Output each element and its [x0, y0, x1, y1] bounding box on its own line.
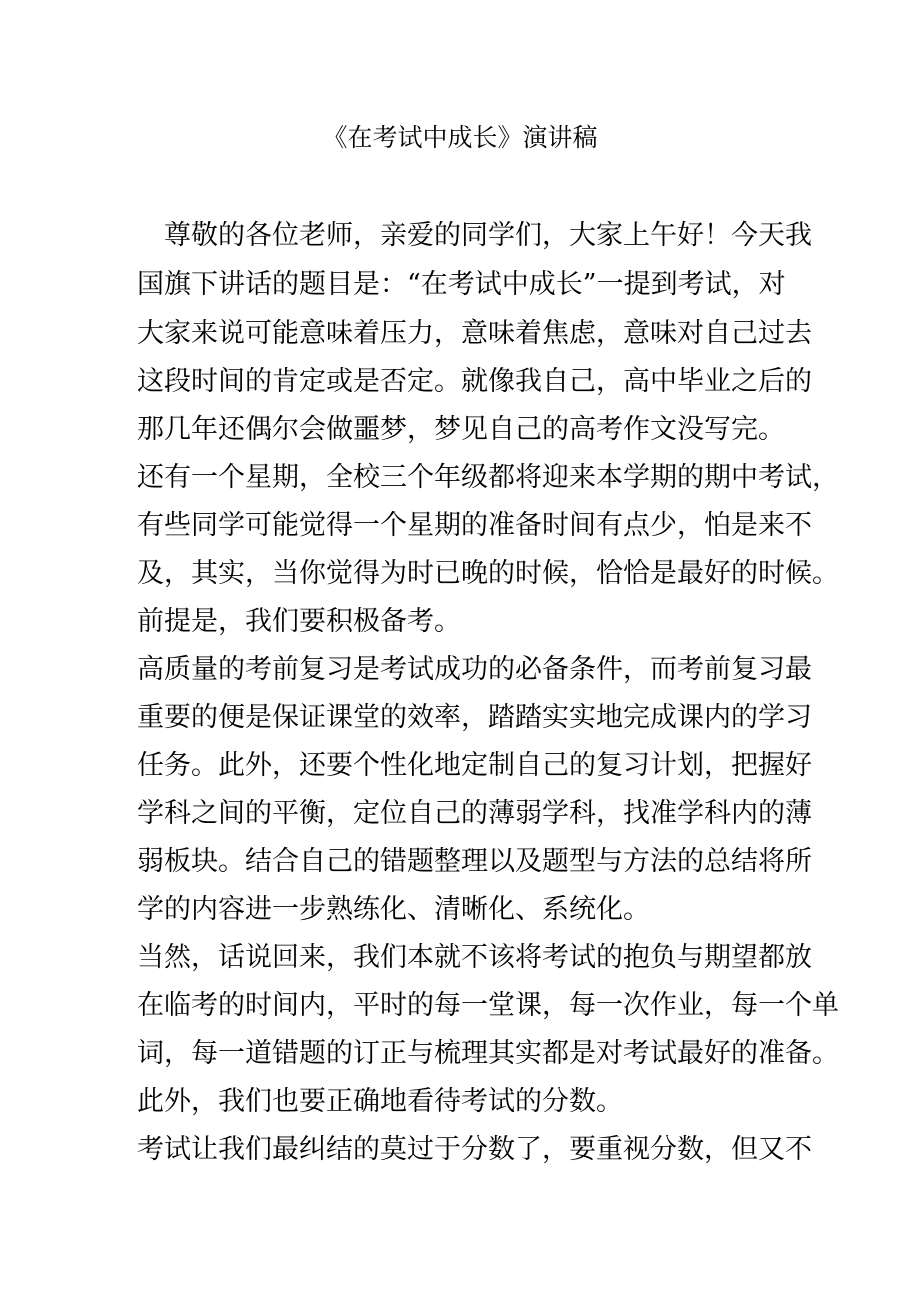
text-line: 考试让我们最纠结的莫过于分数了，要重视分数，但又不 [137, 1134, 812, 1165]
text-line: 任务。此外，还要个性化地定制自己的复习计划，把握好 [137, 750, 812, 781]
text-line: 此外，我们也要正确地看待考试的分数。 [137, 1086, 623, 1117]
text-line: 弱板块。结合自己的错题整理以及题型与方法的总结将所 [137, 846, 812, 877]
text-line: 词，每一道错题的订正与梳理其实都是对考试最好的准备。 [137, 1038, 839, 1069]
text-line: 学的内容进一步熟练化、清晰化、系统化。 [137, 894, 650, 925]
text-line: 高质量的考前复习是考试成功的必备条件，而考前复习最 [137, 654, 812, 685]
text-line: 及，其实，当你觉得为时已晚的时候，恰恰是最好的时候。 [137, 558, 839, 589]
text-line: 学科之间的平衡，定位自己的薄弱学科，找准学科内的薄 [137, 798, 812, 829]
text-line: 那几年还偶尔会做噩梦，梦见自己的高考作文没写完。 [137, 414, 785, 445]
text-line: 有些同学可能觉得一个星期的准备时间有点少，怕是来不 [137, 510, 812, 541]
text-line: 当然，话说回来，我们本就不该将考试的抱负与期望都放 [137, 942, 812, 973]
document-title: 《在考试中成长》演讲稿 [322, 123, 598, 152]
text-line: 大家来说可能意味着压力，意味着焦虑，意味对自己过去 [137, 318, 812, 349]
text-line: 前提是，我们要积极备考。 [137, 606, 461, 637]
text-line: 国旗下讲话的题目是：“在考试中成长”一提到考试，对 [137, 269, 786, 300]
text-line: 还有一个星期，全校三个年级都将迎来本学期的期中考试， [137, 462, 839, 493]
text-line: 尊敬的各位老师，亲爱的同学们，大家上午好！今天我 [164, 220, 812, 251]
text-line: 在临考的时间内，平时的每一堂课，每一次作业，每一个单 [137, 990, 839, 1021]
text-line: 重要的便是保证课堂的效率，踏踏实实地完成课内的学习 [137, 702, 812, 733]
text-line: 这段时间的肯定或是否定。就像我自己，高中毕业之后的 [137, 366, 812, 397]
